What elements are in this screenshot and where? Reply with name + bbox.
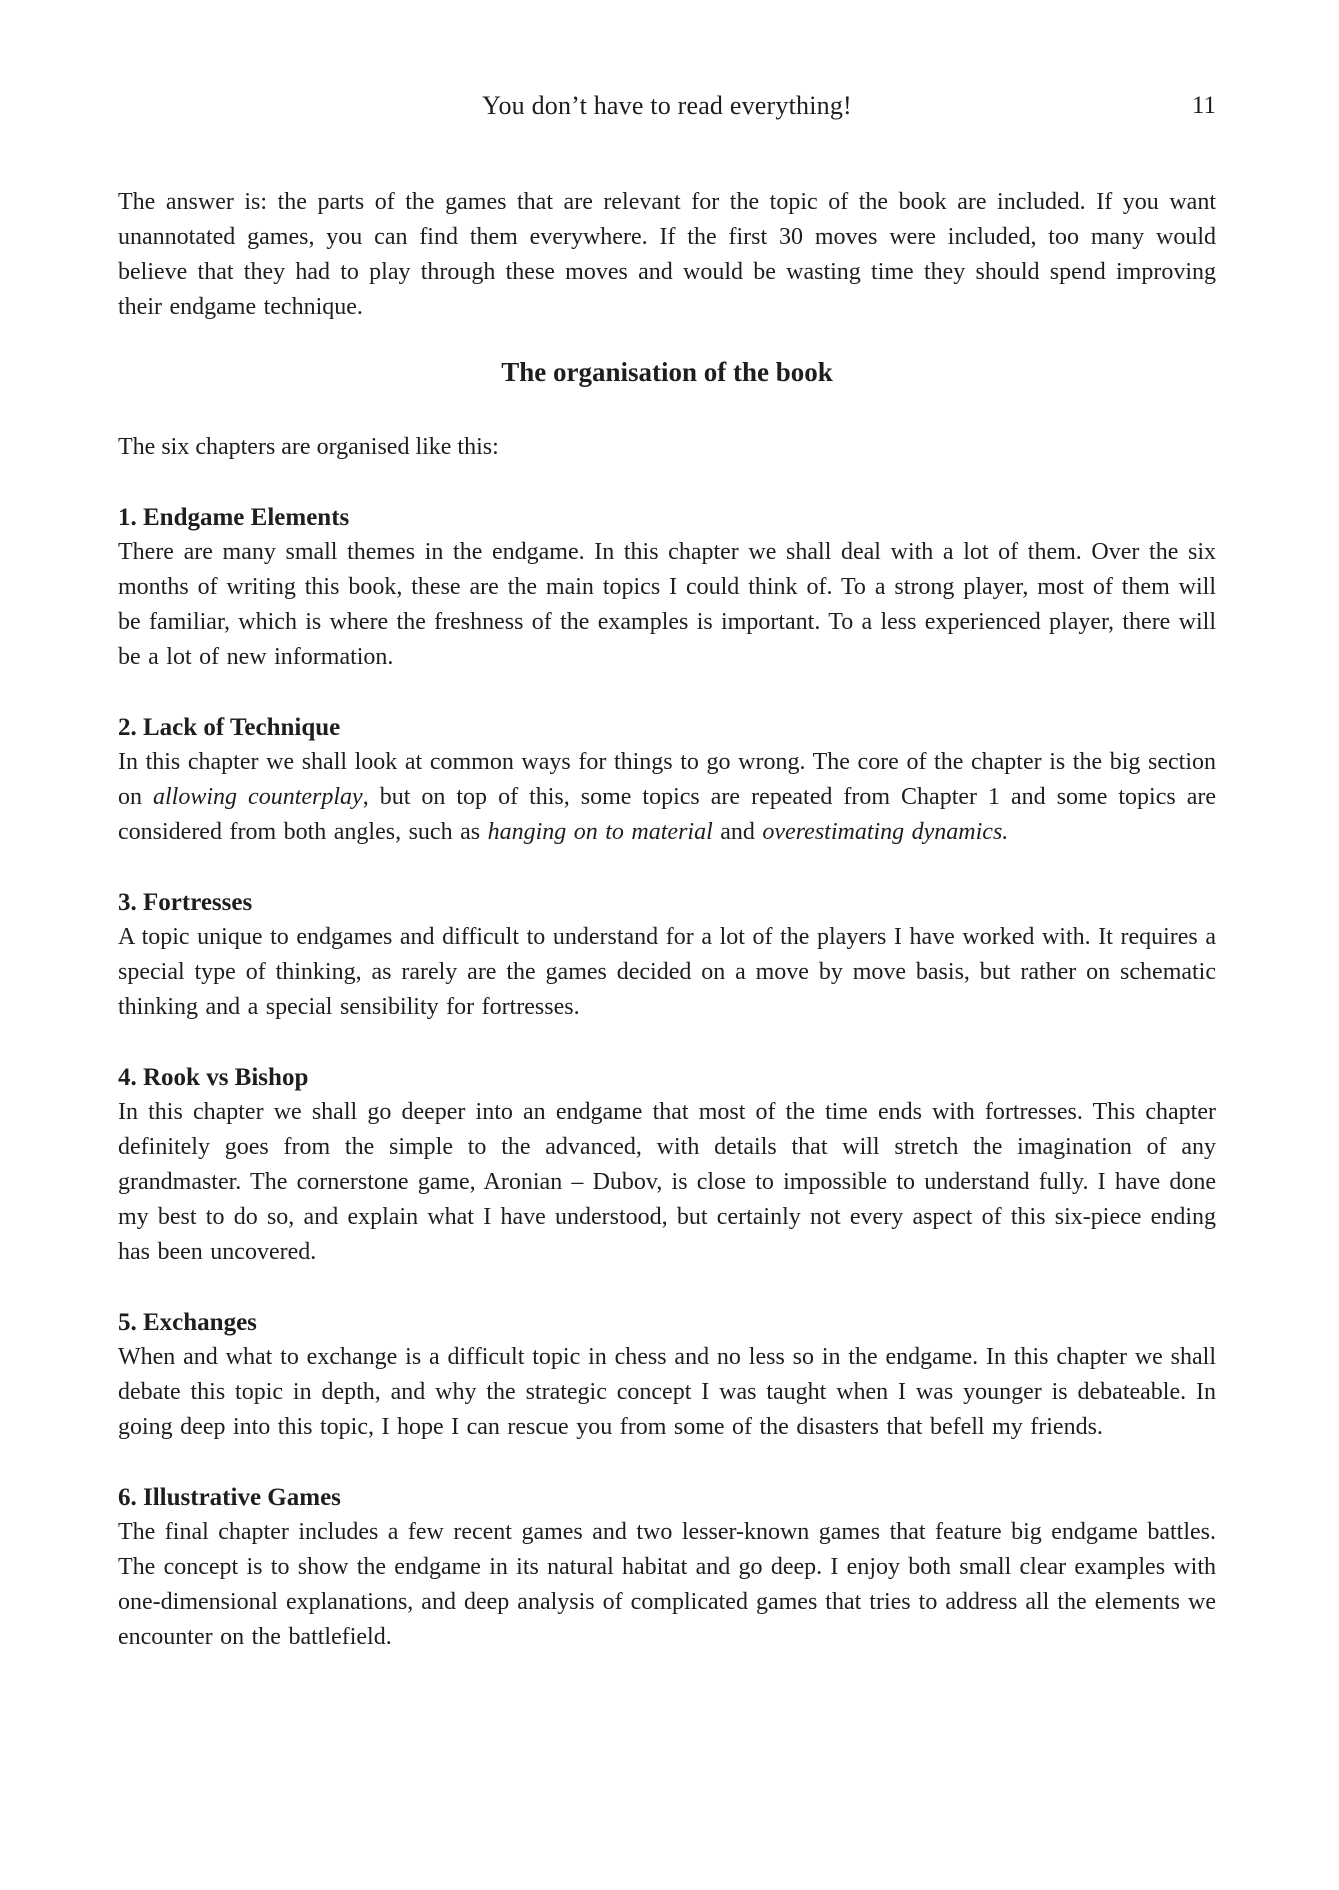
section-heading: The organisation of the book [501,357,833,387]
chapter-1-section [118,500,1216,675]
running-header-title: You don’t have to read everything! [482,91,852,120]
running-header [118,88,1216,123]
chapter-2-body [118,745,1216,850]
chapter-1-heading: 1. Endgame Elements [118,504,350,531]
chapter-4-heading: 4. Rook vs Bishop [118,1064,309,1091]
chapter-5-body: When and what to exchange is a difficult topic in chess and no less so in the endgame. In this chapter we shall debate this topic in depth, and why the strategic concept I was taught when I was younger is debateable. In going deep into this topic, I hope I can rescue you from some of the disasters that befell my friends. [118,1344,1216,1440]
lead-line: The six chapters are organised like this: [118,434,499,460]
italic-phrase: allowing counterplay [153,784,363,810]
chapter-3-section [118,885,1216,1025]
chapter-5-section [118,1305,1216,1445]
text-segment: and [712,819,763,845]
text-segment: In this chapter we shall look at common ways for things to go wrong. The core of the chapter is the big section on [118,749,1216,810]
chapter-1-body: There are many small themes in the endgame. In this chapter we shall deal with a lot of them. Over the six months of writing this book, these are the main topics I could think of. To a strong player, most of them will be familiar, which is where the freshness of the examples is important. To a less experienced player, there will be a lot of new information. [118,539,1216,670]
chapter-6-heading: 6. Illustrative Games [118,1484,341,1511]
chapter-6-section [118,1480,1216,1655]
chapter-4-section [118,1060,1216,1270]
chapter-6-body: The final chapter includes a few recent games and two lesser-known games that feature big endgame battles. The concept is to show the endgame in its natural habitat and go deep. I enjoy both small clear examples with one-dimensional explanations, and deep analysis of complicated games that tries to address all the elements we encounter on the battlefield. [118,1519,1216,1650]
italic-phrase: overestimating dynamics. [762,819,1009,845]
chapter-2-heading: 2. Lack of Technique [118,714,341,741]
page-content [118,185,1216,1655]
text-segment: , but on top of this, some topics are repeated from Chapter 1 and some topics are considered from both angles, such as [118,784,1217,845]
chapter-2-section [118,710,1216,850]
chapter-3-heading: 3. Fortresses [118,889,253,916]
page-number: 11 [1191,92,1216,119]
chapter-3-body: A topic unique to endgames and difficult to understand for a lot of the players I have worked with. It requires a special type of thinking, as rarely are the games decided on a move by move basis, but rather on schematic thinking and a special sensibility for fortresses. [118,924,1216,1020]
chapter-4-body: In this chapter we shall go deeper into an endgame that most of the time ends with fortresses. This chapter definitely goes from the simple to the advanced, with details that will stretch the imagination of any grandmaster. The cornerstone game, Aronian – Dubov, is close to impossible to understand fully. I have done my best to do so, and explain what I have understood, but certainly not every aspect of this six-piece ending has been uncovered. [118,1099,1216,1265]
intro-paragraph: The answer is: the parts of the games that are relevant for the topic of the book are included. If you want unannotated games, you can find them everywhere. If the first 30 moves were included, too many would believe that they had to play through these moves and would be wasting time they should spend improving their endgame technique. [118,189,1216,320]
chapter-5-heading: 5. Exchanges [118,1309,257,1336]
italic-phrase: hanging on to material [487,819,713,845]
